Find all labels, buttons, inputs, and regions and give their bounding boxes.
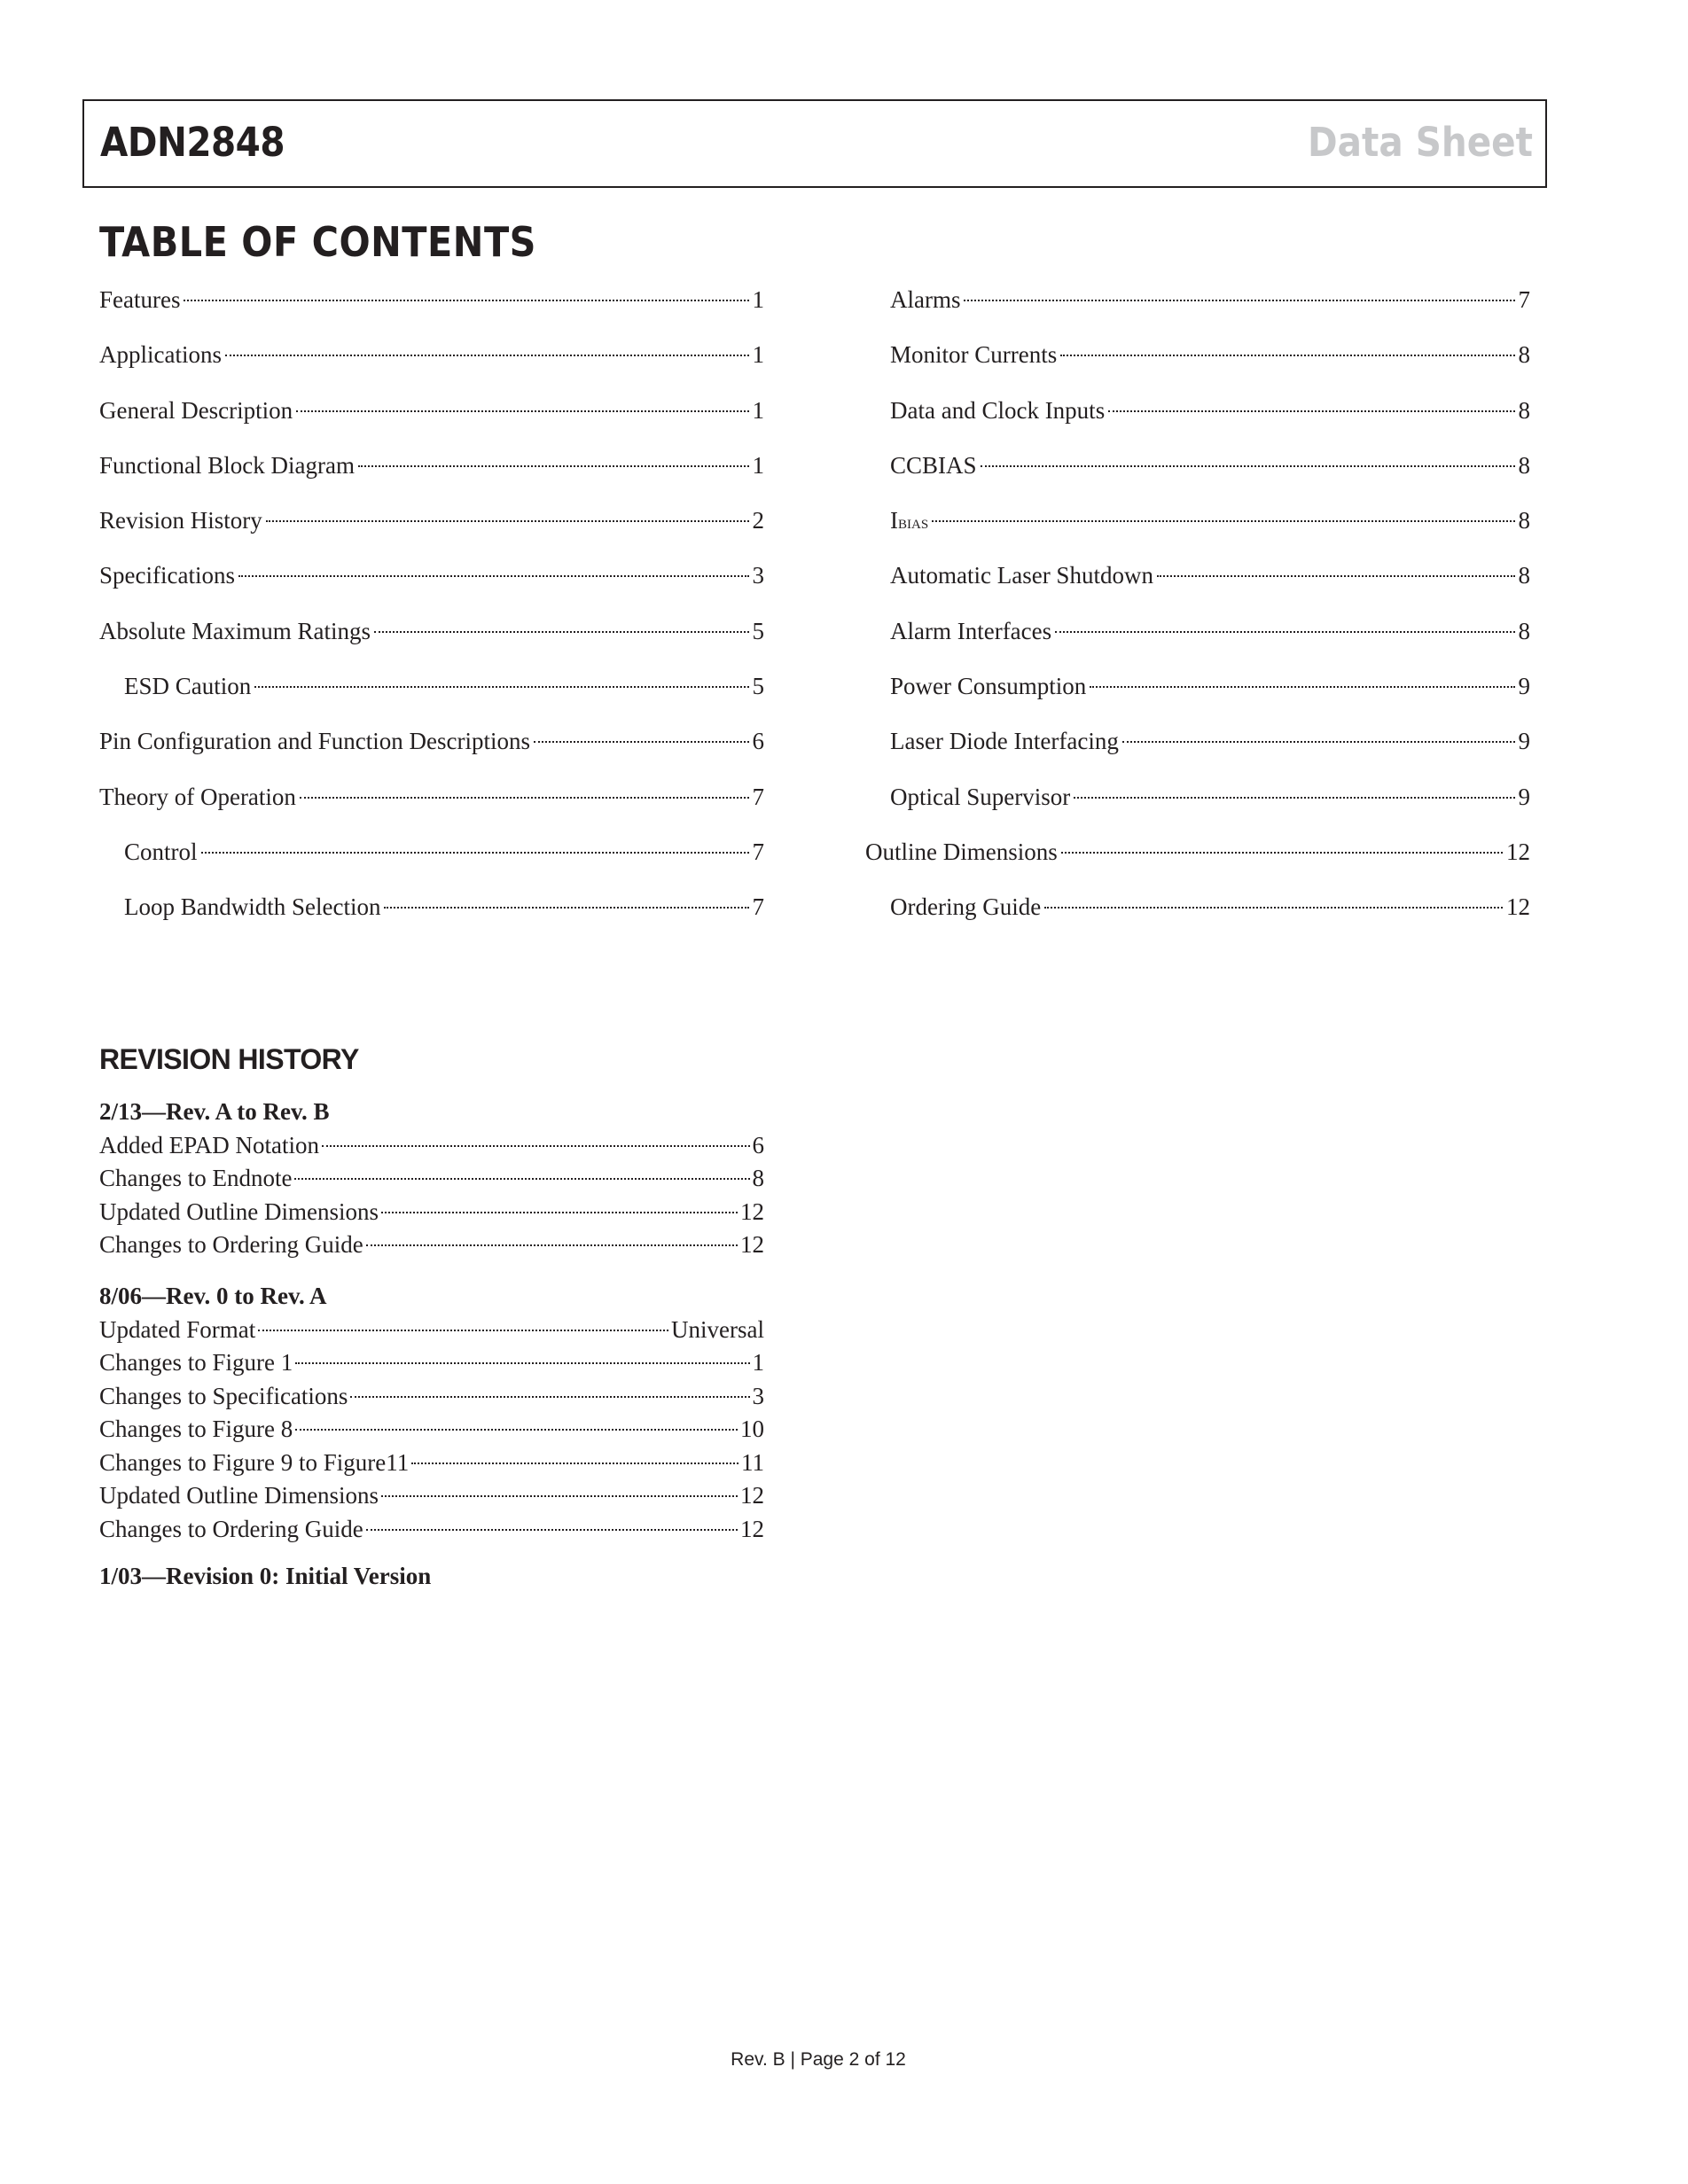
dot-leader: [300, 797, 749, 799]
revision-entry: [99, 1513, 764, 1547]
dot-leader: [1055, 631, 1514, 633]
dot-leader: [366, 1529, 738, 1531]
toc-entry[interactable]: [865, 668, 1530, 723]
dot-leader: [1157, 575, 1515, 577]
dot-leader: [254, 686, 748, 688]
toc-entry[interactable]: [99, 779, 764, 834]
toc-entry-label: Absolute Maximum Ratings: [99, 617, 371, 644]
toc-entry-page: 9: [1518, 728, 1530, 755]
revision-entry-page: 6: [752, 1131, 764, 1158]
toc-entry-page: 3: [752, 562, 764, 589]
toc-entry-page: 5: [752, 673, 764, 700]
toc-entry-label: Alarms: [890, 286, 961, 313]
toc-entry-page: 8: [1518, 341, 1530, 369]
revision-entry: [99, 1479, 764, 1513]
revision-entry: [99, 1413, 764, 1447]
toc-entry-label: Optical Supervisor: [890, 783, 1071, 810]
dot-leader: [1122, 741, 1515, 743]
dot-leader: [534, 741, 749, 743]
dot-leader: [322, 1145, 750, 1147]
revision-entry: [99, 1380, 764, 1414]
dot-leader: [366, 1244, 738, 1246]
toc-entry[interactable]: [865, 613, 1530, 668]
revision-entry-page: 10: [740, 1416, 764, 1442]
toc-entry[interactable]: [865, 337, 1530, 392]
toc-right-column: [865, 282, 1530, 945]
toc-entry[interactable]: [865, 558, 1530, 612]
toc-entry[interactable]: [99, 558, 764, 612]
toc-entry-page: 8: [1518, 451, 1530, 479]
toc-left-column: [99, 282, 764, 945]
revision-entry-label: Changes to Specifications: [99, 1382, 348, 1409]
revision-entry: [99, 1228, 764, 1262]
dot-leader: [238, 575, 749, 577]
revision-entry: [99, 1346, 764, 1380]
dot-leader: [295, 1429, 738, 1431]
dot-leader: [964, 300, 1514, 301]
toc-entry-page: 6: [752, 728, 764, 755]
toc-entry[interactable]: [865, 723, 1530, 778]
revision-entry-page: 1: [752, 1349, 764, 1376]
dot-leader: [296, 410, 748, 412]
revision-entry-page: 3: [752, 1382, 764, 1409]
toc-entry-label: Monitor Currents: [890, 341, 1058, 369]
toc-entry-page: 9: [1518, 673, 1530, 700]
toc-entry-page: 7: [752, 893, 764, 921]
dot-leader: [1108, 410, 1514, 412]
toc-entry-page: 2: [752, 507, 764, 534]
revision-block-rev-a: [99, 1280, 764, 1546]
dot-leader: [294, 1178, 749, 1180]
dot-leader: [932, 520, 1514, 522]
toc-entry-label: Functional Block Diagram: [99, 451, 355, 479]
toc-entry-page: 7: [752, 783, 764, 810]
revision-history-title: REVISION HISTORY: [99, 1043, 359, 1075]
dot-leader: [295, 1362, 749, 1364]
toc-entry-label: Applications: [99, 341, 222, 369]
toc-entry-page: 12: [1506, 838, 1530, 865]
revision-entry: [99, 1314, 764, 1347]
dot-leader: [411, 1462, 738, 1464]
toc-entry[interactable]: [865, 834, 1530, 889]
toc-entry[interactable]: [99, 834, 764, 889]
revision-block-rev-b: [99, 1096, 764, 1262]
toc-entry-label: Ordering Guide: [890, 893, 1042, 921]
revision-heading: 8/06—Rev. 0 to Rev. A: [99, 1283, 327, 1309]
toc-entry-label: Pin Configuration and Function Descriptions: [99, 728, 530, 755]
toc-entry-page: 12: [1506, 893, 1530, 921]
dot-leader: [381, 1212, 738, 1213]
dot-leader: [350, 1396, 749, 1398]
toc-entry-page: 8: [1518, 507, 1530, 534]
toc-entry[interactable]: [865, 503, 1530, 558]
dot-leader: [225, 355, 749, 356]
toc-entry-label: IBIAS: [890, 507, 929, 534]
toc-entry-label: Power Consumption: [890, 673, 1087, 700]
toc-entry-page: 7: [752, 838, 764, 865]
revision-entry: [99, 1196, 764, 1229]
revision-entry-label: Changes to Endnote: [99, 1165, 293, 1191]
revision-entry-page: 12: [740, 1515, 764, 1542]
toc-entry-page: 7: [1518, 286, 1530, 313]
toc-entry[interactable]: [865, 282, 1530, 337]
revision-entry-label: Changes to Ordering Guide: [99, 1515, 363, 1542]
revision-entry-label: Changes to Figure 9 to Figure11: [99, 1448, 410, 1476]
revision-heading: 1/03—Revision 0: Initial Version: [99, 1563, 432, 1589]
revision-entry: [99, 1129, 764, 1163]
dot-leader: [358, 465, 749, 467]
revision-entry-page: 12: [740, 1231, 764, 1258]
toc-entry-page: 8: [1518, 396, 1530, 424]
revision-entry-page: 12: [740, 1482, 764, 1509]
dot-leader: [1074, 797, 1514, 799]
revision-entry-page: Universal: [671, 1315, 764, 1343]
toc-entry-label: Features: [99, 286, 181, 313]
toc-entry-page: 8: [1518, 617, 1530, 644]
toc-entry[interactable]: [99, 448, 764, 503]
dot-leader: [1090, 686, 1514, 688]
toc-title: TABLE OF CONTENTS: [99, 218, 536, 266]
toc-entry-label: Theory of Operation: [99, 783, 296, 810]
toc-entry[interactable]: [865, 448, 1530, 503]
dot-leader: [201, 852, 749, 854]
revision-entry-label: Updated Format: [99, 1315, 256, 1343]
toc-entry-label: Automatic Laser Shutdown: [890, 562, 1153, 589]
toc-entry-page: 1: [752, 341, 764, 369]
document-type: Data Sheet: [1308, 119, 1533, 166]
toc-entry[interactable]: [99, 723, 764, 778]
revision-entry-label: Updated Outline Dimensions: [99, 1482, 379, 1509]
toc-entry-label: Outline Dimensions: [865, 838, 1058, 865]
revision-entry-page: 8: [752, 1165, 764, 1191]
toc-entry-label: General Description: [99, 396, 293, 424]
revision-entry-label: Updated Outline Dimensions: [99, 1197, 379, 1225]
toc-entry-label: Revision History: [99, 507, 262, 534]
page-footer: Rev. B | Page 2 of 12: [731, 2049, 906, 2070]
dot-leader: [184, 300, 748, 301]
toc-entry[interactable]: [99, 668, 764, 723]
toc-entry[interactable]: [99, 889, 764, 944]
toc-entry-label: Data and Clock Inputs: [890, 396, 1106, 424]
revision-entry: [99, 1447, 764, 1480]
revision-entry-label: Changes to Figure 1: [99, 1349, 293, 1376]
revision-entry-label: Added EPAD Notation: [99, 1131, 319, 1158]
toc-entry[interactable]: [99, 613, 764, 668]
revision-entry-page: 12: [740, 1197, 764, 1225]
toc-entry[interactable]: [865, 393, 1530, 448]
toc-entry-label: Alarm Interfaces: [890, 617, 1052, 644]
revision-entry-page: 11: [741, 1448, 764, 1476]
toc-entry-label: ESD Caution: [124, 673, 252, 700]
toc-entry-label: CCBIAS: [890, 451, 977, 479]
toc-entry-label: Specifications: [99, 562, 235, 589]
toc-entry-page: 9: [1518, 783, 1530, 810]
dot-leader: [384, 907, 748, 909]
toc-entry-page: 8: [1518, 562, 1530, 589]
toc-entry-label: Laser Diode Interfacing: [890, 728, 1119, 755]
toc-entry-page: 5: [752, 617, 764, 644]
toc-entry[interactable]: [99, 337, 764, 392]
revision-block-rev-0: [99, 1560, 764, 1594]
dot-leader: [1060, 355, 1514, 356]
toc-entry[interactable]: [99, 503, 764, 558]
toc-entry[interactable]: [865, 889, 1530, 944]
dot-leader: [981, 465, 1515, 467]
toc-entry-page: 1: [752, 396, 764, 424]
toc-entry-page: 1: [752, 451, 764, 479]
toc-entry-label: Loop Bandwidth Selection: [124, 893, 381, 921]
dot-leader: [258, 1330, 668, 1331]
toc-entry[interactable]: [99, 393, 764, 448]
toc-entry-page: 1: [752, 286, 764, 313]
dot-leader: [1061, 852, 1503, 854]
dot-leader: [381, 1495, 738, 1497]
revision-heading: 2/13—Rev. A to Rev. B: [99, 1098, 330, 1125]
revision-entry-label: Changes to Figure 8: [99, 1416, 293, 1442]
dot-leader: [266, 520, 749, 522]
toc-entry[interactable]: [99, 282, 764, 337]
revision-entry-label: Changes to Ordering Guide: [99, 1231, 363, 1258]
revision-entry: [99, 1162, 764, 1196]
dot-leader: [374, 631, 749, 633]
toc-entry[interactable]: [865, 779, 1530, 834]
toc-entry-label: Control: [124, 838, 198, 865]
dot-leader: [1044, 907, 1503, 909]
page-header: [82, 99, 1547, 188]
document-id: ADN2848: [100, 119, 285, 166]
